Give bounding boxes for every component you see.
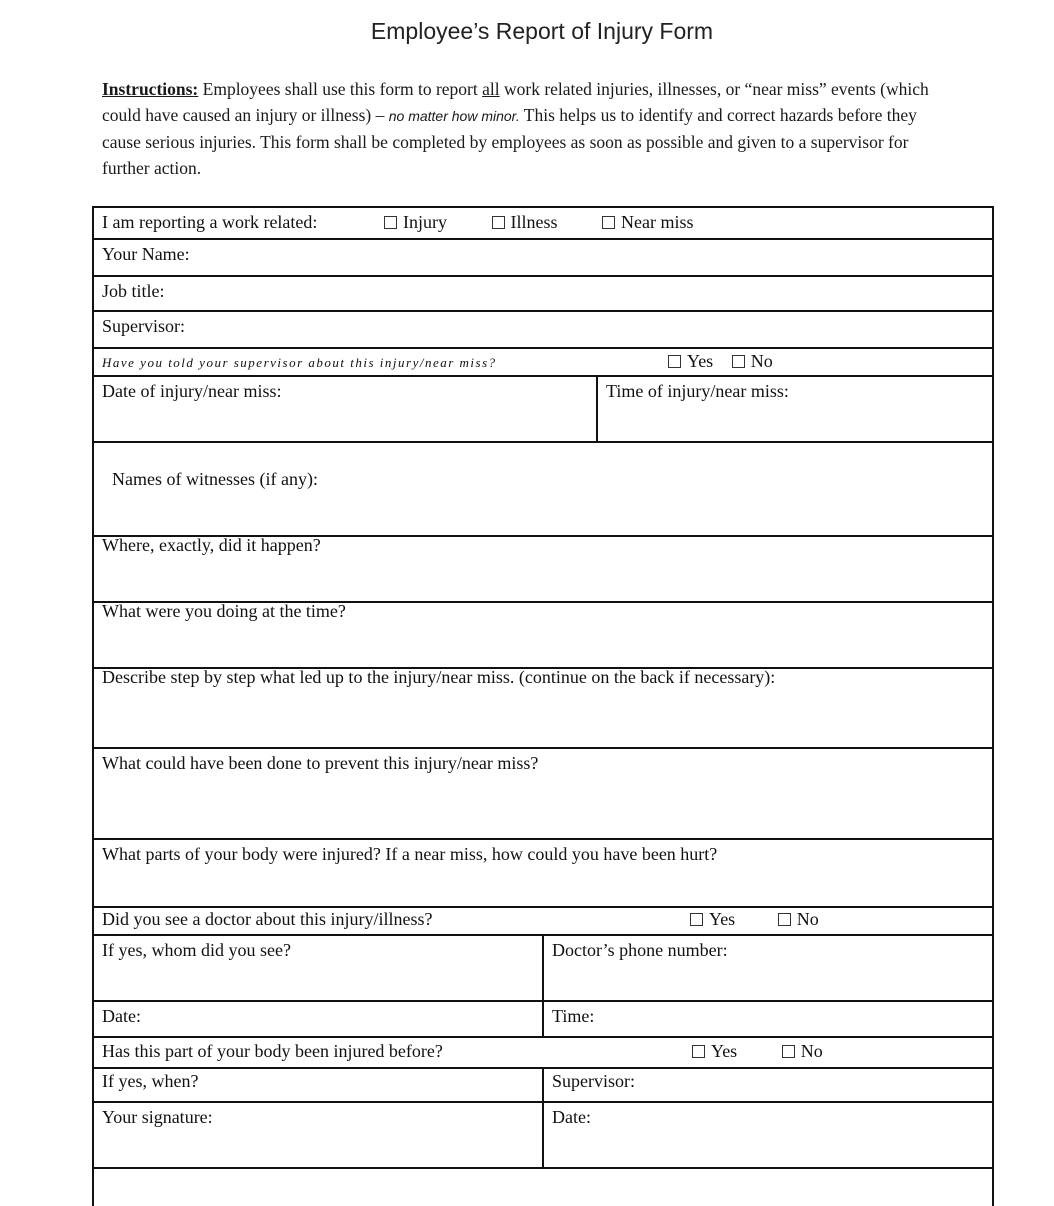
instructions bbox=[102, 76, 932, 181]
checkbox-doctor-no[interactable] bbox=[778, 913, 791, 926]
option-told-yes[interactable] bbox=[668, 351, 713, 372]
job-title-label: Job title: bbox=[102, 281, 165, 301]
option-injury-label: Injury bbox=[403, 212, 447, 232]
doctor-phone-label: Doctor’s phone number: bbox=[552, 940, 728, 960]
option-illness-label: Illness bbox=[510, 212, 558, 232]
injury-form bbox=[92, 206, 994, 1206]
time-of-injury-field[interactable] bbox=[596, 377, 992, 441]
injured-before-label: Has this part of your body been injured before? bbox=[102, 1041, 443, 1061]
doing-label: What were you doing at the time? bbox=[102, 601, 346, 621]
row-prevent[interactable] bbox=[94, 749, 992, 840]
reporting-options bbox=[384, 212, 725, 233]
date-label: Date of injury/near miss: bbox=[102, 381, 282, 401]
option-injury[interactable] bbox=[384, 212, 447, 233]
option-before-no-label: No bbox=[800, 1041, 823, 1061]
supervisor2-field[interactable] bbox=[542, 1069, 992, 1101]
row-when-supervisor bbox=[94, 1069, 992, 1103]
row-injured-before bbox=[94, 1038, 992, 1069]
row-told-supervisor bbox=[94, 349, 992, 377]
row-reporting-type bbox=[94, 208, 992, 240]
row-doing[interactable] bbox=[94, 603, 992, 669]
checkbox-near-miss[interactable] bbox=[602, 216, 615, 229]
option-near-miss[interactable] bbox=[602, 212, 693, 233]
date3-field[interactable] bbox=[542, 1103, 992, 1167]
option-near-miss-label: Near miss bbox=[621, 212, 694, 232]
signature-field[interactable] bbox=[94, 1103, 542, 1167]
row-witnesses[interactable] bbox=[94, 443, 992, 537]
option-before-yes[interactable] bbox=[692, 1041, 737, 1062]
body-parts-label: What parts of your body were injured? If a near miss, how could you have been hurt? bbox=[102, 844, 718, 864]
time2-label: Time: bbox=[552, 1006, 595, 1026]
row-doctor bbox=[94, 908, 992, 936]
told-supervisor-options bbox=[668, 351, 805, 372]
doctor-label: Did you see a doctor about this injury/illness? bbox=[102, 909, 433, 929]
instructions-part3: This helps us to identify and correct hazards before they cause serious injuries. This form shall be completed by employees as soon as possible and given to a supervisor for further action. bbox=[102, 105, 917, 178]
whom-label: If yes, whom did you see? bbox=[102, 940, 291, 960]
date-of-injury-field[interactable] bbox=[94, 377, 596, 441]
instructions-emphasis: no matter how minor. bbox=[388, 108, 520, 124]
row-body-parts[interactable] bbox=[94, 840, 992, 908]
option-told-yes-label: Yes bbox=[687, 351, 714, 371]
row-where[interactable] bbox=[94, 537, 992, 603]
option-doctor-no-label: No bbox=[796, 909, 819, 929]
date3-label: Date: bbox=[552, 1107, 591, 1127]
option-told-no-label: No bbox=[750, 351, 773, 371]
checkbox-doctor-yes[interactable] bbox=[690, 913, 703, 926]
option-before-yes-label: Yes bbox=[711, 1041, 738, 1061]
time-label: Time of injury/near miss: bbox=[606, 381, 789, 401]
checkbox-before-no[interactable] bbox=[782, 1045, 795, 1058]
option-illness[interactable] bbox=[492, 212, 558, 233]
row-signature-date bbox=[94, 1103, 992, 1169]
option-doctor-no[interactable] bbox=[778, 909, 819, 930]
option-told-no[interactable] bbox=[732, 351, 773, 372]
supervisor-label: Supervisor: bbox=[102, 316, 185, 336]
checkbox-illness[interactable] bbox=[492, 216, 505, 229]
whom-field[interactable] bbox=[94, 936, 542, 1000]
time2-field[interactable] bbox=[542, 1002, 992, 1036]
supervisor2-label: Supervisor: bbox=[552, 1071, 635, 1091]
row-date-time-2 bbox=[94, 1002, 992, 1038]
option-before-no[interactable] bbox=[782, 1041, 823, 1062]
checkbox-injury[interactable] bbox=[384, 216, 397, 229]
row-whom-phone bbox=[94, 936, 992, 1002]
date2-field[interactable] bbox=[94, 1002, 542, 1036]
row-date-time bbox=[94, 377, 992, 443]
injured-before-options bbox=[692, 1041, 855, 1062]
row-your-name[interactable] bbox=[94, 240, 992, 277]
instructions-part1: Employees shall use this form to report bbox=[198, 79, 483, 99]
instructions-lead: Instructions: bbox=[102, 79, 199, 99]
row-supervisor[interactable] bbox=[94, 312, 992, 349]
doctor-options bbox=[690, 909, 851, 930]
when-label: If yes, when? bbox=[102, 1071, 199, 1091]
reporting-label: I am reporting a work related: bbox=[102, 212, 318, 232]
row-job-title[interactable] bbox=[94, 277, 992, 312]
date2-label: Date: bbox=[102, 1006, 141, 1026]
row-describe[interactable] bbox=[94, 669, 992, 749]
doctor-phone-field[interactable] bbox=[542, 936, 992, 1000]
describe-label: Describe step by step what led up to the injury/near miss. (continue on the back if necessary): bbox=[102, 667, 776, 687]
instructions-all: all bbox=[482, 79, 500, 99]
name-label: Your Name: bbox=[102, 244, 190, 264]
prevent-label: What could have been done to prevent this injury/near miss? bbox=[102, 753, 539, 773]
form-title: Employee’s Report of Injury Form bbox=[370, 18, 714, 44]
when-field[interactable] bbox=[94, 1069, 542, 1101]
signature-label: Your signature: bbox=[102, 1107, 213, 1127]
checkbox-before-yes[interactable] bbox=[692, 1045, 705, 1058]
checkbox-told-yes[interactable] bbox=[668, 355, 681, 368]
checkbox-told-no[interactable] bbox=[732, 355, 745, 368]
option-doctor-yes-label: Yes bbox=[709, 909, 736, 929]
told-supervisor-label: Have you told your supervisor about this injury/near miss? bbox=[102, 355, 497, 370]
where-label: Where, exactly, did it happen? bbox=[102, 535, 321, 555]
witnesses-label: Names of witnesses (if any): bbox=[112, 469, 318, 489]
instructions-part2: work related injuries, illnesses, or “near miss” events (which could have caused an injury or illness) – bbox=[102, 79, 929, 125]
option-doctor-yes[interactable] bbox=[690, 909, 735, 930]
